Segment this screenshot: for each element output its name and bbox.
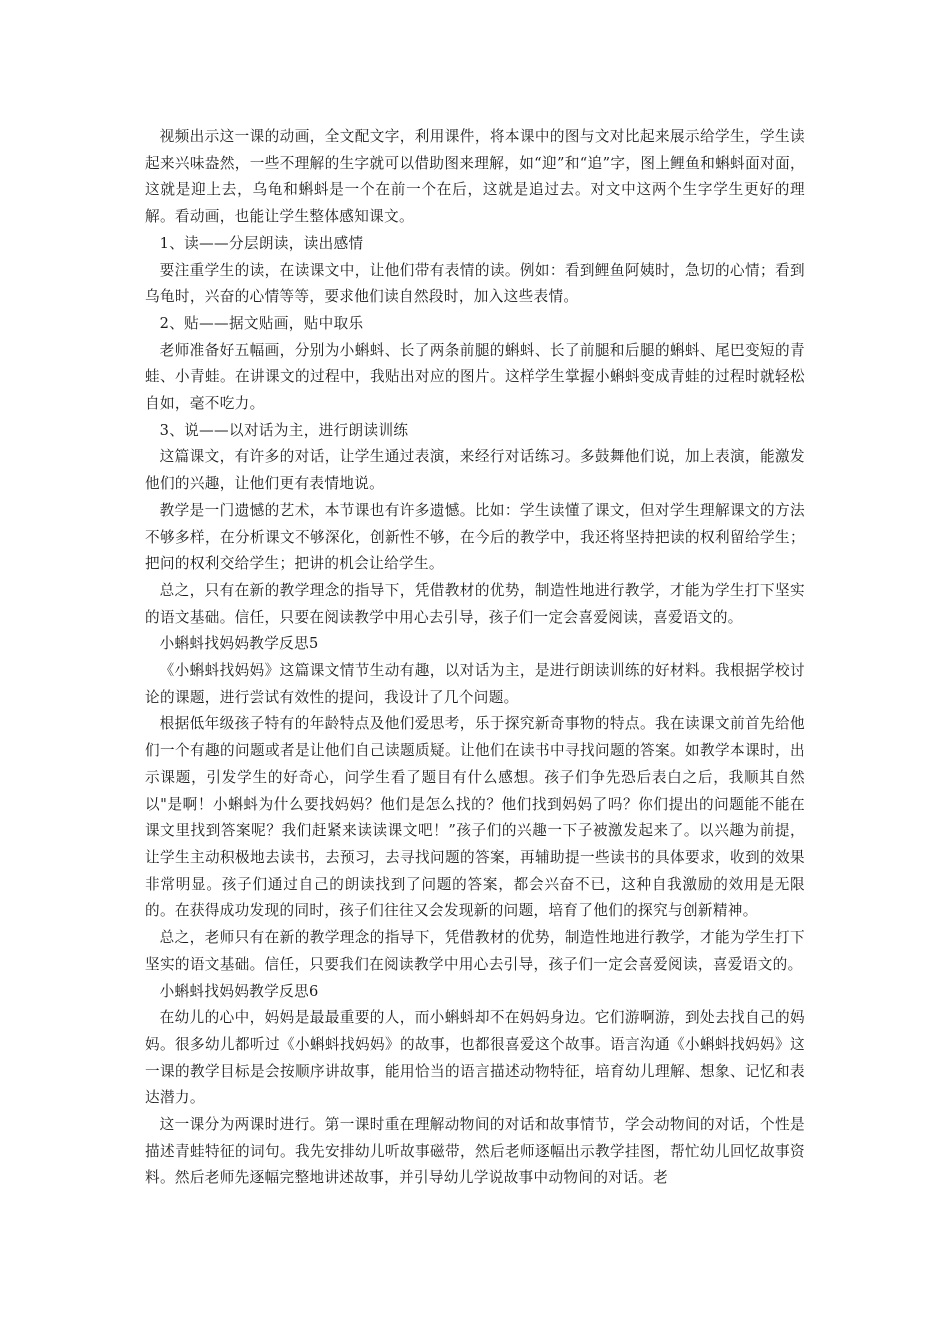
paragraph: 这一课分为两课时进行。第一课时重在理解动物间的对话和故事情节，学会动物间的对话，个性是描述青蛙特征的词句。我先安排幼儿听故事磁带，然后老师逐幅出示教学挂图，帮忙幼儿回忆故事资料。然后老师先逐幅完整地讲述故事，并引导幼儿学说故事中动物间的对话。老 — [145, 1116, 805, 1187]
paragraph: 教学是一门遗憾的艺术，本节课也有许多遗憾。比如：学生读懂了课文，但对学生理解课文的方法不够多样，在分析课文不够深化，创新性不够，在今后的教学中，我还将坚持把读的权利留给学生；把问的权利交给学生；把讲的机会让给学生。 — [145, 501, 805, 573]
paragraph: 《小蝌蚪找妈妈》这篇课文情节生动有趣，以对话为主，是进行朗读训练的好材料。我根据学校讨论的课题，进行尝试有效性的提问，我设计了几个问题。 — [145, 662, 805, 706]
section-heading: 1、读——分层朗读，读出感情 — [159, 234, 364, 252]
paragraph: 视频出示这一课的动画，全文配文字，利用课件，将本课中的图与文对比起来展示给学生，学生读起来兴味盎然，一些不理解的生字就可以借助图来理解，如“迎”和“追”字，图上鲤鱼和蝌蚪面对面，这就是迎上去，乌龟和蝌蚪是一个在前一个在后，这就是追过去。对文中这两个生字学生更好的理解。看动画，也能让学生整体感知课文。 — [145, 128, 805, 226]
paragraph: 根据低年级孩子特有的年龄特点及他们爱思考，乐于探究新奇事物的特点。我在读课文前首先给他们一个有趣的问题或者是让他们自己读题质疑。让他们在读书中寻找问题的答案。如教学本课时，出示课题，引发学生的好奇心，问学生看了题目有什么感想。孩子们争先恐后表白之后，我顺其自然以"是啊！小蝌蚪为什么要找妈妈？他们是怎么找的？他们找到妈妈了吗？你们提出的问题能不能在课文里找到答案呢？我们赶紧来读读课文吧！”孩子们的兴趣一下子被激发起来了。以兴趣为前提，让学生主动积极地去读书，去预习，去寻找问题的答案，再辅助提一些读书的具体要求，收到的效果非常明显。孩子们通过自己的朗读找到了问题的答案，都会兴奋不已，这种自我激励的效用是无限的。在获得成功发现的同时，孩子们往往又会发现新的问题，培育了他们的探究与创新精神。 — [145, 715, 805, 920]
section-heading: 2、贴——据文贴画，贴中取乐 — [159, 314, 364, 332]
paragraph: 总之，老师只有在新的教学理念的指导下，凭借教材的优势，制造性地进行教学，才能为学生打下坚实的语文基础。信任，只要我们在阅读教学中用心去引导，孩子们一定会喜爱阅读，喜爱语文的。 — [145, 929, 805, 973]
article-title: 小蝌蚪找妈妈教学反思5 — [159, 635, 319, 653]
paragraph: 这篇课文，有许多的对话，让学生通过表演，来经行对话练习。多鼓舞他们说，加上表演，能激发他们的兴趣，让他们更有表情地说。 — [145, 448, 805, 493]
paragraph: 在幼儿的心中，妈妈是最最重要的人，而小蝌蚪却不在妈妈身边。它们游啊游，到处去找自己的妈妈。很多幼儿都听过《小蝌蚪找妈妈》的故事，也都很喜爱这个故事。语言沟通《小蝌蚪找妈妈》这一课的教学目标是会按顺序讲故事，能用恰当的语言描述动物特征，培育幼儿理解、想象、记忆和表达潜力。 — [145, 1009, 805, 1107]
section-heading: 3、说——以对话为主，进行朗读训练 — [159, 421, 409, 439]
document-body — [145, 124, 805, 1192]
paragraph: 总之，只有在新的教学理念的指导下，凭借教材的优势，制造性地进行教学，才能为学生打下坚实的语文基础。信任，只要在阅读教学中用心去引导，孩子们一定会喜爱阅读，喜爱语文的。 — [145, 581, 805, 626]
paragraph: 要注重学生的读，在读课文中，让他们带有表情的读。例如：看到鲤鱼阿姨时，急切的心情；看到乌龟时，兴奋的心情等等，要求他们读自然段时，加入这些表情。 — [145, 261, 805, 306]
article-title: 小蝌蚪找妈妈教学反思6 — [159, 982, 319, 1000]
paragraph: 老师准备好五幅画，分别为小蝌蚪、长了两条前腿的蝌蚪、长了前腿和后腿的蝌蚪、尾巴变短的青蛙、小青蛙。在讲课文的过程中，我贴出对应的图片。这样学生掌握小蝌蚪变成青蛙的过程时就轻松自如，毫不吃力。 — [145, 341, 805, 413]
